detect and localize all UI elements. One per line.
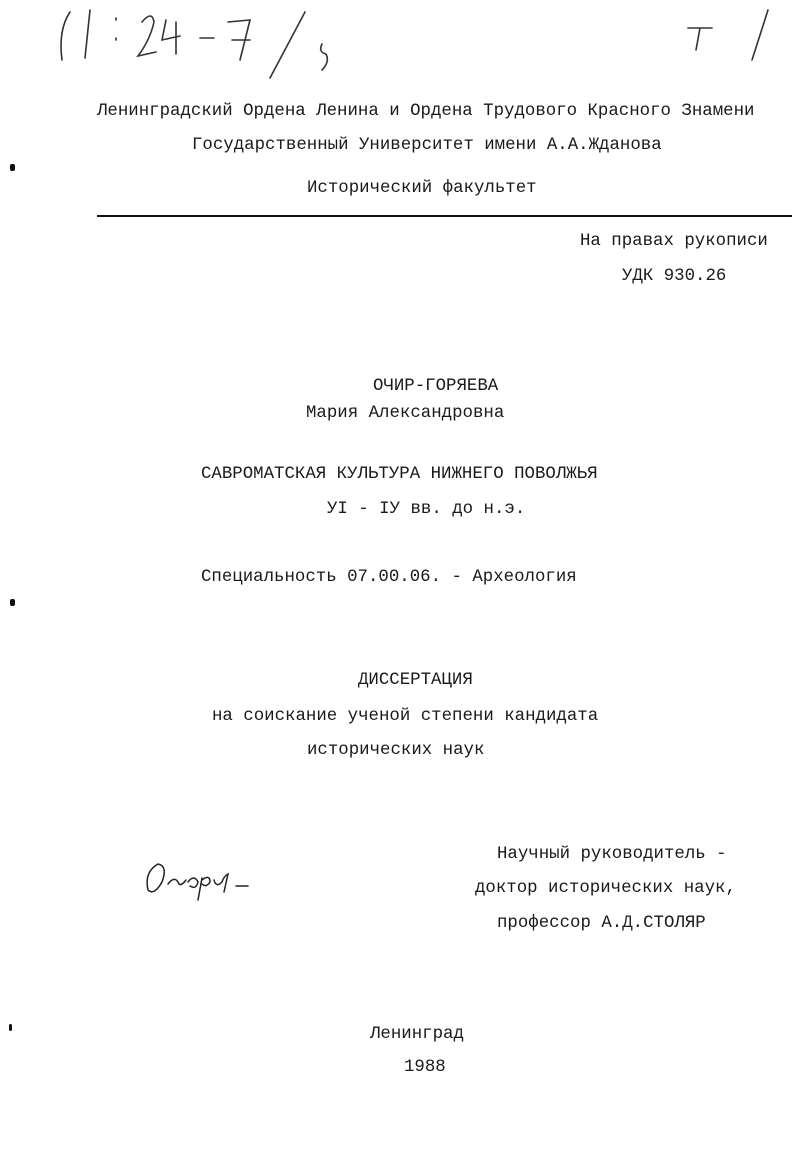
degree-line-2: исторических наук: [307, 741, 485, 760]
scan-mark: [10, 164, 15, 171]
author-given-name: Мария Александровна: [306, 404, 505, 423]
scan-mark: [9, 1024, 12, 1031]
institution-line-1: Ленинградский Ордена Ленина и Ордена Трудового Красного Знамени: [97, 102, 755, 121]
supervisor-name: профессор А.Д.СТОЛЯР: [497, 914, 706, 933]
specialty: Специальность 07.00.06. - Археология: [201, 568, 577, 587]
udc-code: УДК 930.26: [622, 267, 727, 286]
year: 1988: [404, 1058, 446, 1077]
manuscript-rights: На правах рукописи: [580, 232, 768, 251]
scan-mark: [10, 599, 15, 606]
institution-line-2: Государственный Университет имени А.А.Жданова: [192, 136, 662, 155]
degree-line-1: на соискание ученой степени кандидата: [212, 707, 599, 726]
supervisor-label: Научный руководитель -: [497, 845, 727, 864]
author-surname: ОЧИР-ГОРЯЕВА: [373, 377, 499, 396]
supervisor-degree: доктор исторических наук,: [475, 879, 736, 898]
faculty: Исторический факультет: [307, 179, 537, 198]
thesis-period: УI - IУ вв. до н.э.: [327, 500, 526, 519]
city: Ленинград: [370, 1025, 464, 1044]
document-type: ДИССЕРТАЦИЯ: [358, 671, 473, 690]
header-rule: [97, 215, 792, 217]
author-signature: [140, 852, 260, 902]
handwritten-shelfmark: [0, 0, 798, 80]
thesis-title: САВРОМАТСКАЯ КУЛЬТУРА НИЖНЕГО ПОВОЛЖЬЯ: [201, 465, 598, 484]
